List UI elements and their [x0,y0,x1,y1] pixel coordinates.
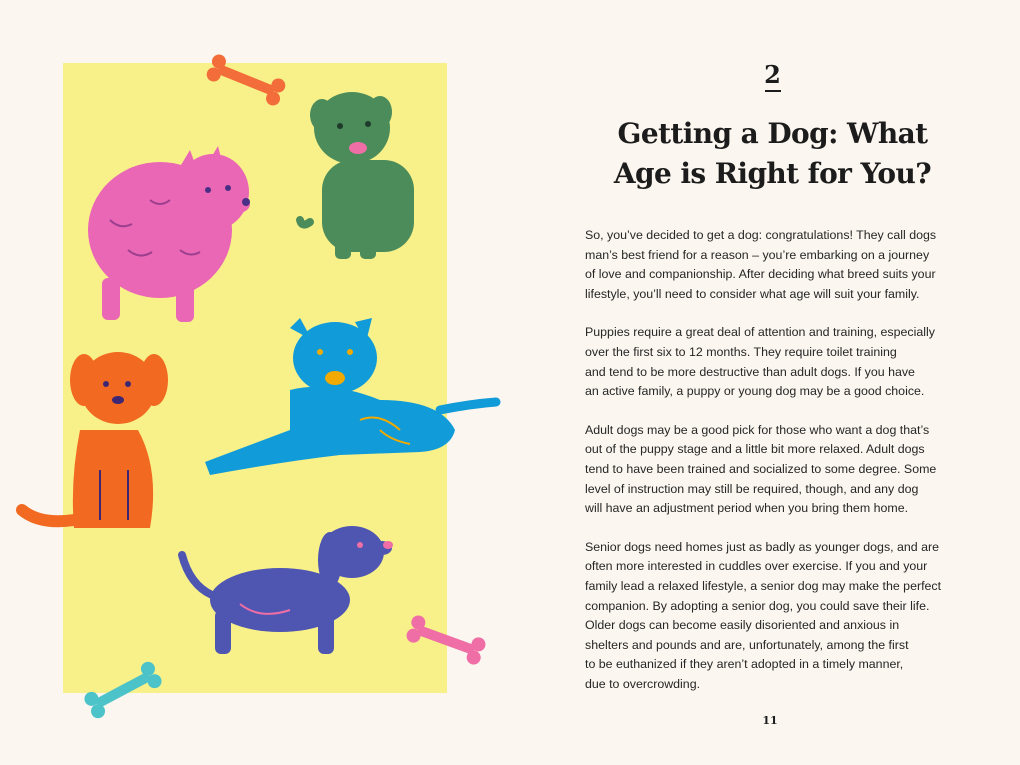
paragraph [585,323,960,401]
text-line: level of instruction may still be required, though, and any dog [585,481,919,496]
chapter-number: 2 [764,60,781,89]
text-line: to be euthanized if they aren’t adopted in a timely manner, [585,657,904,672]
text-line: man’s best friend for a reason – you’re embarking on a journey [585,247,930,262]
chapter-title-line: Age is Right for You? [613,157,932,190]
text-line: companion. By adopting a senior dog, you could save their life. [585,598,930,613]
text-line: So, you’ve decided to get a dog: congratulations! They call dogs [585,228,937,242]
text-line: family lead a relaxed lifestyle, a senior dog may make the perfect [585,578,942,593]
text-line: shelters and pounds and are, unfortunately, among the first [585,637,909,652]
text-line: Adult dogs may be a good pick for those who want a dog that’s [585,422,930,437]
paragraph [585,421,960,519]
chapter-title [585,114,960,194]
body-text [585,226,960,694]
chapter-text-column [585,60,960,713]
text-line: of love and companionship. After deciding what breed suits your [585,267,936,282]
text-line: due to overcrowding. [585,676,701,691]
text-line: lifestyle, you’ll need to consider what age will suit your family. [585,286,920,301]
paragraph [585,538,960,695]
text-line: out of the puppy stage and a little bit more relaxed. Adult dogs [585,442,925,457]
text-line: Older dogs can become easily disoriented and anxious in [585,618,900,633]
text-line: will have an adjustment period when you bring them home. [585,501,909,516]
chapter-number-underline [765,90,781,92]
text-line: an active family, a puppy or young dog may be a good choice. [585,384,925,399]
text-line: over the first six to 12 months. They require toilet training [585,344,897,359]
chapter-title-line: Getting a Dog: What [617,117,928,150]
paragraph [585,226,960,304]
text-line: tend to have been trained and socialized to some degree. Some [585,461,937,476]
text-line: and tend to be more destructive than adult dogs. If you have [585,364,915,379]
text-line: Puppies require a great deal of attention and training, especially [585,325,935,340]
text-line: Senior dogs need homes just as badly as younger dogs, and are [585,539,940,554]
text-line: often more interested in cuddles over exercise. If you and your [585,559,928,574]
page-number: 11 [762,714,778,727]
